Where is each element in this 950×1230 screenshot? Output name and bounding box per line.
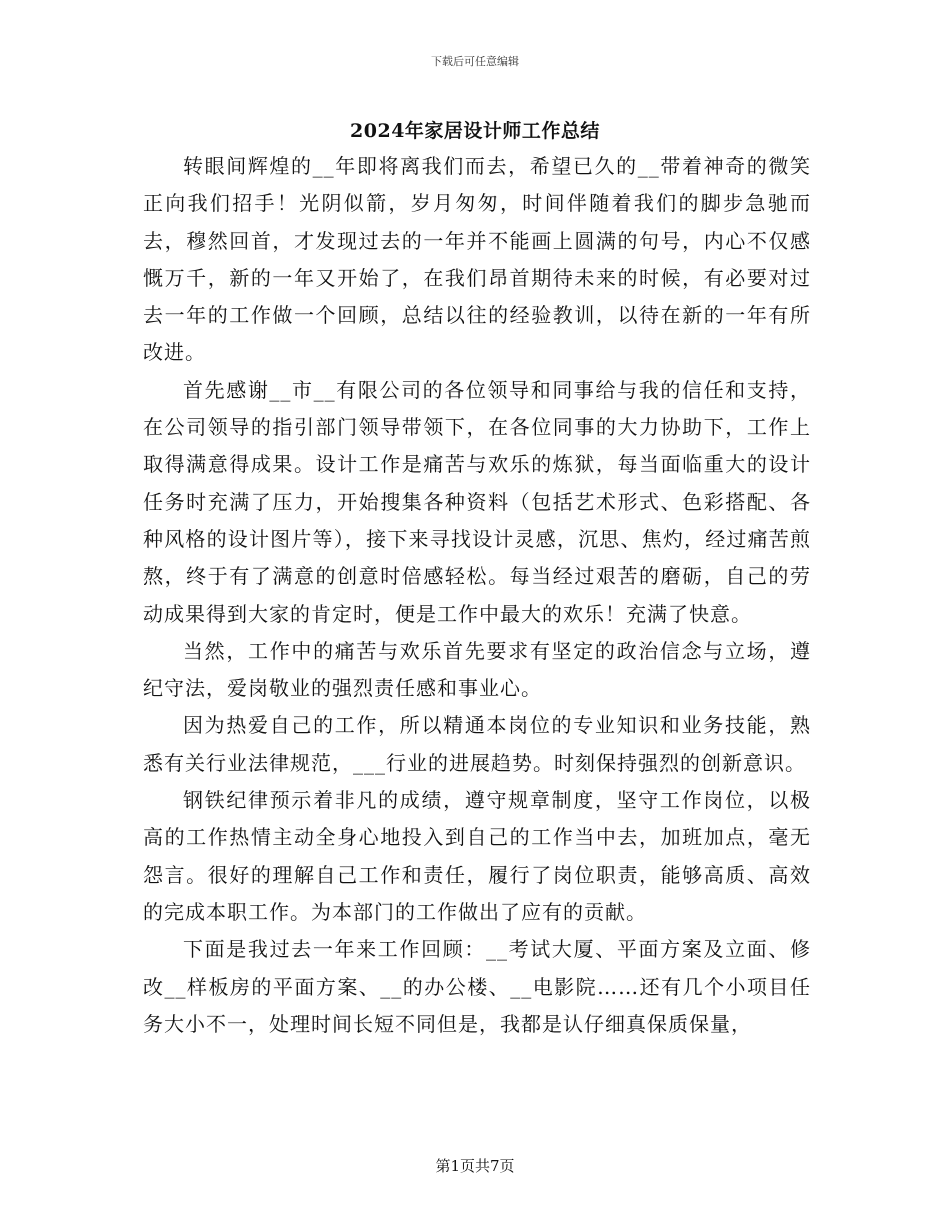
paragraph: 下面是我过去一年来工作回顾：__考试大厦、平面方案及立面、修改__样板房的平面方案、__的办公楼、__电影院……还有几个小项目任务大小不一，处理时间长短不同但是，我都是认仔细真保质保量， [143, 937, 811, 1036]
paragraph: 首先感谢__市__有限公司的各位领导和同事给与我的信任和支持，在公司领导的指引部门领导带领下，在各位同事的大力协助下，工作上取得满意得成果。设计工作是痛苦与欢乐的炼狱，每当面临重大的设计任务时充满了压力，开始搜集各种资料（包括艺术形式、色彩搭配、各种风格的设计图片等），接下来寻找设计灵感，沉思、焦灼，经过痛苦煎熬，终于有了满意的创意时倍感轻松。每当经过艰苦的磨砺，自己的劳动成果得到大家的肯定时，便是工作中最大的欢乐！充满了快意。 [143, 377, 811, 626]
paragraph: 转眼间辉煌的__年即将离我们而去，希望已久的__带着神奇的微笑正向我们招手！光阴似箭，岁月匆匆，时间伴随着我们的脚步急驰而去，穆然回首，才发现过去的一年并不能画上圆满的句号，内心不仅感慨万千，新的一年又开始了，在我们昂首期待未来的时候，有必要对过去一年的工作做一个回顾，总结以往的经验教训，以待在新的一年有所改进。 [143, 154, 811, 365]
paragraph: 钢铁纪律预示着非凡的成绩，遵守规章制度，坚守工作岗位，以极高的工作热情主动全身心地投入到自己的工作当中去，加班加点，毫无怨言。很好的理解自己工作和责任，履行了岗位职责，能够高质、高效的完成本职工作。为本部门的工作做出了应有的贡献。 [143, 788, 811, 924]
document-title: 2024年家居设计师工作总结 [350, 120, 600, 142]
paragraph: 因为热爱自己的工作，所以精通本岗位的专业知识和业务技能，熟悉有关行业法律规范，___行业的进展趋势。时刻保持强烈的创新意识。 [143, 713, 811, 775]
document-body [143, 148, 811, 1043]
page-indicator: 第1页共7页 [435, 1157, 515, 1175]
header-note: 下载后可任意编辑 [431, 55, 519, 68]
paragraph: 当然，工作中的痛苦与欢乐首先要求有坚定的政治信念与立场，遵纪守法，爱岗敬业的强烈责任感和事业心。 [143, 638, 811, 701]
